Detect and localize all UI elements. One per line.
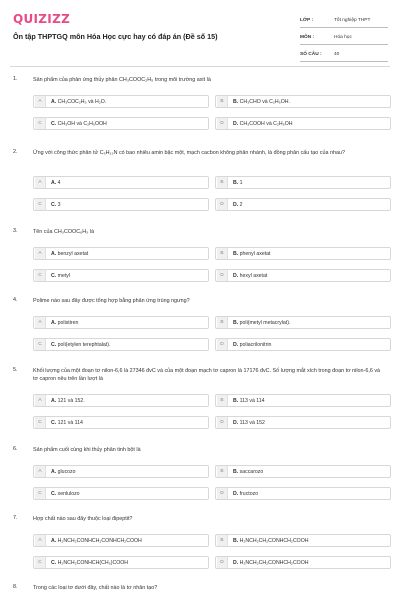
answer-option-b[interactable] — [215, 534, 391, 547]
option-text — [233, 121, 293, 127]
option-letter: D — [217, 270, 228, 281]
option-value: benzyl axetat — [57, 250, 89, 257]
answer-option-c[interactable] — [33, 416, 209, 429]
option-letter: D — [217, 557, 228, 568]
option-letter: C — [35, 488, 46, 499]
option-text — [51, 342, 110, 348]
answer-option-a[interactable] — [33, 176, 209, 189]
meta-value: Tốt nghiệp THPT — [334, 17, 371, 23]
page-title: Ôn tập THPTGQ môn Hóa Học cực hay có đáp án (Đề số 15) — [13, 32, 218, 41]
option-label: D. — [233, 419, 239, 426]
option-text — [233, 560, 309, 566]
option-letter: D — [217, 417, 228, 428]
option-label: C. — [51, 341, 57, 348]
option-label: D. — [233, 341, 239, 348]
question-text: Hợp chất nào sau đây thuộc loại đipeptit? — [33, 516, 133, 522]
option-letter: A — [35, 317, 46, 328]
option-value: 3 — [57, 201, 61, 208]
option-text — [233, 420, 265, 426]
question-number: 8. — [13, 584, 18, 590]
answer-option-a[interactable] — [33, 465, 209, 478]
option-label: D. — [233, 120, 239, 127]
option-text — [51, 398, 85, 404]
question-text: Sản phẩm của phản ứng thủy phân CH₃COOC₂H₅ trong môi trường axit là — [33, 77, 211, 83]
question-number: 1. — [13, 76, 18, 82]
option-value: hexyl axetat — [239, 272, 268, 279]
option-label: B. — [233, 537, 239, 544]
question-text: Tên của CH₃COOC₆H₅ là — [33, 229, 95, 235]
option-label: A. — [51, 537, 57, 544]
option-label: C. — [51, 272, 57, 279]
option-value: poliacrilonitrin — [239, 341, 272, 348]
option-text — [51, 538, 142, 544]
option-letter: A — [35, 535, 46, 546]
option-label: D. — [233, 559, 239, 566]
option-value: poli(etylen terephtalat). — [57, 341, 111, 348]
option-letter: A — [35, 177, 46, 188]
option-text — [51, 99, 106, 105]
option-text — [233, 320, 290, 326]
question-number: 2. — [13, 149, 18, 155]
answer-option-d[interactable] — [215, 487, 391, 500]
option-letter: A — [35, 248, 46, 259]
answer-option-d[interactable] — [215, 117, 391, 130]
meta-row-class — [300, 13, 388, 28]
option-text — [233, 342, 271, 348]
answer-option-b[interactable] — [215, 95, 391, 108]
question-number: 3. — [13, 228, 18, 234]
option-letter: A — [35, 466, 46, 477]
option-label: C. — [51, 419, 57, 426]
option-value: 121 và 114 — [57, 419, 83, 426]
option-value: poli(metyl metacrylat). — [239, 319, 291, 326]
answer-option-b[interactable] — [215, 394, 391, 407]
meta-value: Hóa học — [334, 34, 352, 40]
answer-option-a[interactable] — [33, 316, 209, 329]
meta-row-subject — [300, 30, 388, 45]
option-label: D. — [233, 272, 239, 279]
option-value: polistiren — [57, 319, 79, 326]
option-value: 113 và 114 — [239, 397, 265, 404]
option-text — [233, 202, 243, 208]
option-label: A. — [51, 179, 57, 186]
answer-option-d[interactable] — [215, 269, 391, 282]
option-label: A. — [51, 98, 57, 105]
meta-value: 40 — [334, 51, 340, 57]
option-value: glucozo — [57, 468, 76, 475]
option-text — [51, 491, 80, 497]
option-letter: C — [35, 270, 46, 281]
option-value: 4 — [57, 179, 61, 186]
answer-option-c[interactable] — [33, 117, 209, 130]
option-letter: D — [217, 339, 228, 350]
option-value: CH₃COOH và C₂H₅OH — [239, 120, 293, 127]
option-label: C. — [51, 201, 57, 208]
option-label: C. — [51, 120, 57, 127]
option-letter: A — [35, 395, 46, 406]
answer-option-c[interactable] — [33, 269, 209, 282]
option-text — [51, 180, 61, 186]
option-letter: D — [217, 118, 228, 129]
option-text — [233, 469, 263, 475]
option-letter: C — [35, 118, 46, 129]
answer-option-a[interactable] — [33, 394, 209, 407]
option-label: C. — [51, 490, 57, 497]
meta-panel — [300, 13, 388, 64]
meta-row-count — [300, 47, 388, 62]
answer-option-a[interactable] — [33, 247, 209, 260]
option-letter: B — [217, 177, 228, 188]
option-value: 2 — [239, 201, 243, 208]
question-text: Trong các loại tơ dưới đây, chất nào là tơ nhân tạo? — [33, 585, 158, 591]
question-text: Ứng với công thức phân tử C₅H₁₃N có bao nhiêu amin bậc một, mạch cacbon không phân nhánh, là đồng phân cấu tạo của nhau? — [33, 150, 345, 156]
option-label: A. — [51, 250, 57, 257]
question-number: 5. — [13, 367, 18, 373]
option-label: D. — [233, 201, 239, 208]
question-text: Polime nào sau đây được tổng hợp bằng phản ứng trùng ngưng? — [33, 298, 190, 304]
option-text — [233, 491, 258, 497]
option-value: 121 và 152. — [57, 397, 85, 404]
option-letter: B — [217, 317, 228, 328]
option-text — [51, 251, 88, 257]
question-text: Sản phẩm cuối cùng khi thủy phân tinh bột là — [33, 447, 141, 453]
option-text — [233, 538, 309, 544]
option-label: A. — [51, 468, 57, 475]
option-value: metyl — [57, 272, 71, 279]
answer-option-b[interactable] — [215, 465, 391, 478]
option-value: saccarozo — [239, 468, 264, 475]
option-value: CH₃COC₂H₅ và H₂O. — [57, 98, 107, 105]
option-text — [233, 398, 265, 404]
option-value: CH₃OH và C₂H₅OOH — [57, 120, 107, 127]
answer-option-d[interactable] — [215, 338, 391, 351]
answer-option-d[interactable] — [215, 198, 391, 211]
answer-option-c[interactable] — [33, 198, 209, 211]
option-letter: C — [35, 199, 46, 210]
meta-key: MÔN : — [300, 34, 315, 40]
option-value: xenlulozo — [57, 490, 80, 497]
option-label: B. — [233, 179, 239, 186]
option-letter: A — [35, 96, 46, 107]
option-text — [51, 560, 128, 566]
option-value: fructozo — [239, 490, 259, 497]
option-text — [51, 202, 61, 208]
answer-option-b[interactable] — [215, 316, 391, 329]
question-text: Khối lượng của một đoạn tơ nilon-6,6 là 27346 đvC và của một đoạn mạch tơ capron là 17176 đvC. Số lượng mắt xích trong đoạn tơ nilon-6,6 và tơ capron nêu trên lần lượt là — [33, 368, 381, 382]
option-label: C. — [51, 559, 57, 566]
answer-option-d[interactable] — [215, 556, 391, 569]
option-value: 113 và 152 — [239, 419, 265, 426]
option-value: H₂NCH₂CONHCH(CH₃)COOH — [57, 559, 129, 566]
option-text — [233, 99, 290, 105]
option-value: H₂NCH₂CH₂CONHCH₂COOH — [239, 537, 309, 544]
option-text — [51, 273, 70, 279]
option-label: D. — [233, 490, 239, 497]
option-value: phenyl axetat — [239, 250, 271, 257]
option-label: B. — [233, 468, 239, 475]
option-letter: C — [35, 557, 46, 568]
option-label: B. — [233, 319, 239, 326]
option-label: A. — [51, 319, 57, 326]
meta-key: SỐ CÂU : — [300, 51, 322, 57]
option-label: A. — [51, 397, 57, 404]
option-letter: D — [217, 199, 228, 210]
option-text — [51, 320, 78, 326]
option-text — [233, 180, 243, 186]
answer-option-b[interactable] — [215, 247, 391, 260]
option-value: CH₃CHO và C₂H₅OH. — [239, 98, 290, 105]
answer-option-a[interactable] — [33, 534, 209, 547]
option-letter: B — [217, 395, 228, 406]
quizizz-logo: QUIZIZZ — [13, 12, 71, 26]
option-text — [51, 121, 107, 127]
option-letter: C — [35, 339, 46, 350]
option-label: B. — [233, 397, 239, 404]
answer-option-b[interactable] — [215, 176, 391, 189]
option-label: B. — [233, 250, 239, 257]
meta-key: LỚP : — [300, 17, 314, 23]
option-letter: B — [217, 535, 228, 546]
option-letter: B — [217, 96, 228, 107]
option-letter: B — [217, 466, 228, 477]
option-text — [51, 420, 83, 426]
question-number: 7. — [13, 515, 18, 521]
option-value: 1 — [239, 179, 243, 186]
answer-option-c[interactable] — [33, 487, 209, 500]
option-text — [51, 469, 76, 475]
option-letter: D — [217, 488, 228, 499]
header-divider — [10, 66, 390, 67]
answer-option-d[interactable] — [215, 416, 391, 429]
question-number: 6. — [13, 446, 18, 452]
option-text — [233, 273, 267, 279]
option-label: B. — [233, 98, 239, 105]
option-value: H₂NCH₂CH₂CONHCH₂COOH — [239, 559, 309, 566]
question-number: 4. — [13, 297, 18, 303]
answer-option-c[interactable] — [33, 338, 209, 351]
answer-option-a[interactable] — [33, 95, 209, 108]
option-text — [233, 251, 271, 257]
answer-option-c[interactable] — [33, 556, 209, 569]
option-letter: C — [35, 417, 46, 428]
option-letter: B — [217, 248, 228, 259]
option-value: H₂NCH₂CONHCH₂CONHCH₂COOH — [57, 537, 142, 544]
